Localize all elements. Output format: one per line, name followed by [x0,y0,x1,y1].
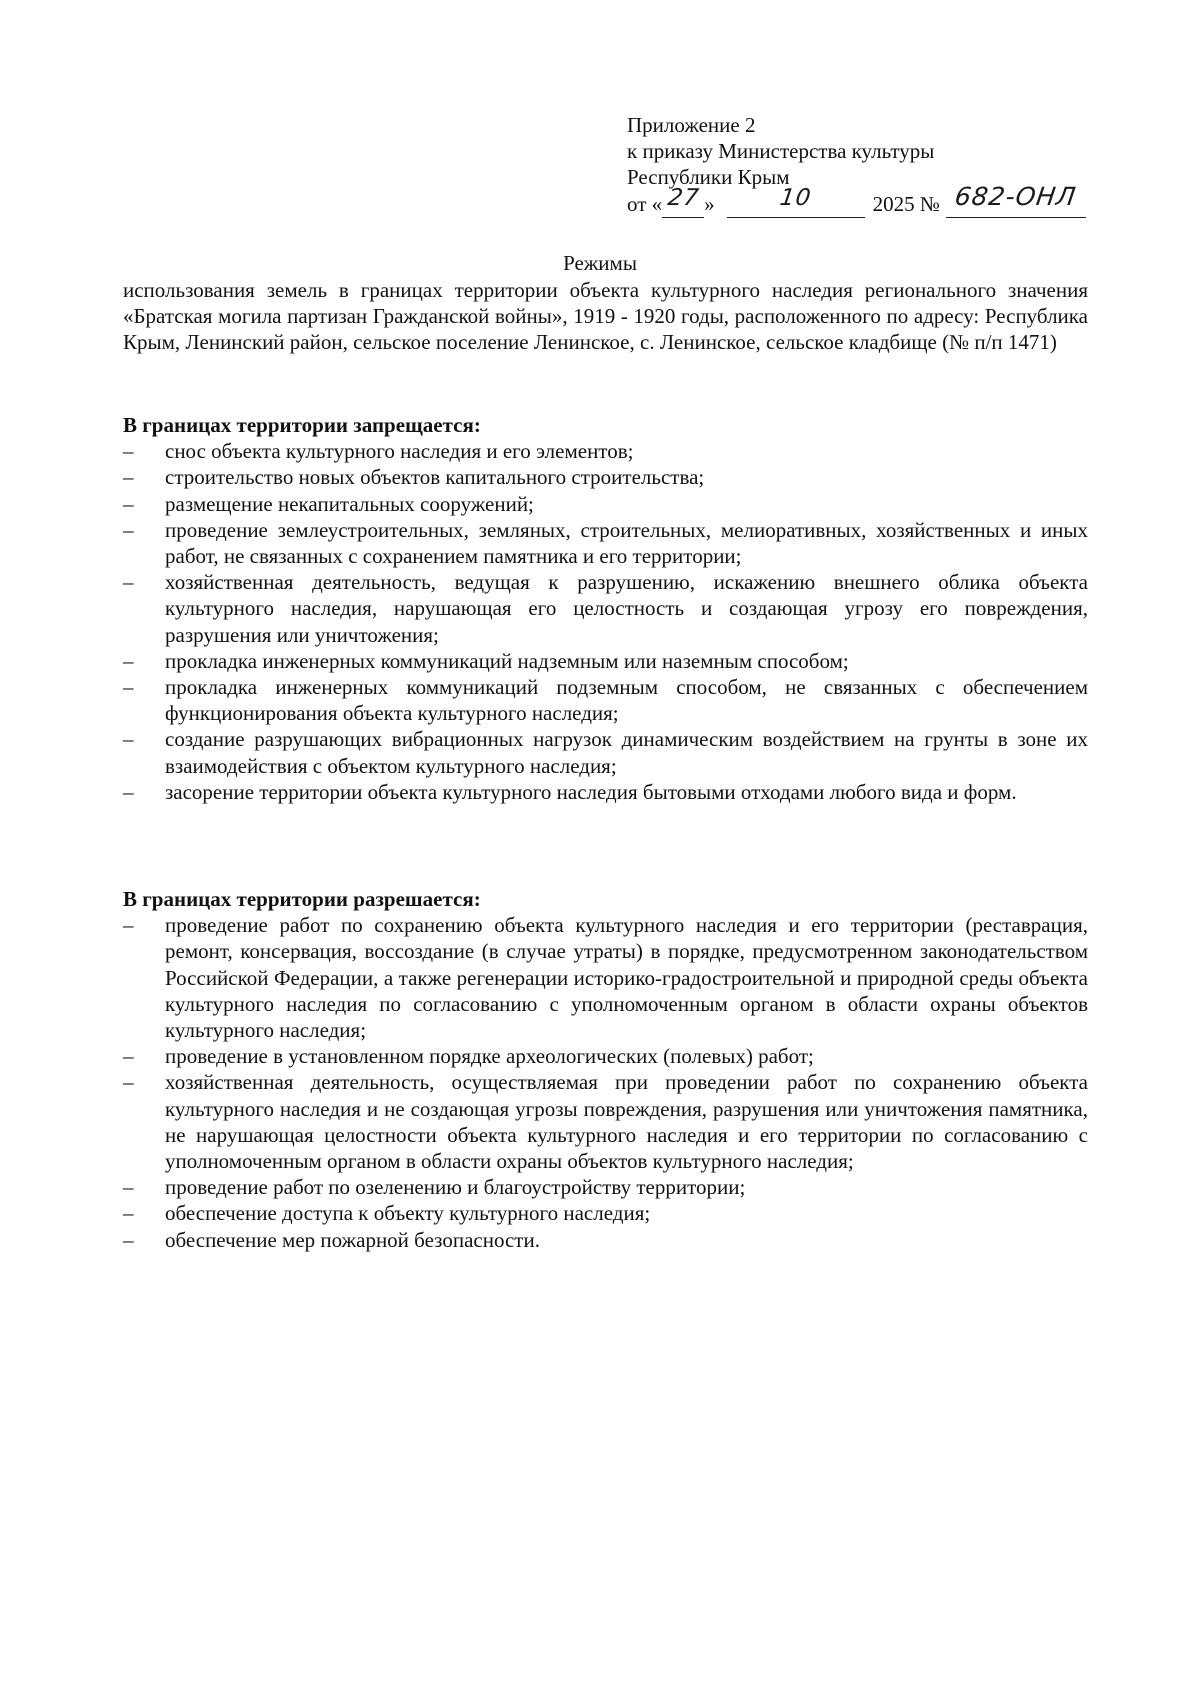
document-subtitle: использования земель в границах территории объекта культурного наследия регионального значения «Братская могила партизан Гражданской войны», 1919 - 1920 годы, расположенного по адресу: Республика Крым, Ленинский район, сельское поселение Ленинское, с. Ленинское, сельское кладбище (№ п/п 1471) [123,278,1088,354]
handwritten-day: 27 [662,191,704,218]
appendix-header [627,112,1147,218]
list-item: – засорение территории объекта культурного наследия бытовыми отходами любого вида и форм. [123,779,1017,804]
list-item: – снос объекта культурного наследия и его элементов; [123,439,634,464]
allowed-section [123,886,1088,1253]
dash-marker: – [123,1070,134,1095]
dash-marker: – [123,1201,134,1226]
forbidden-section [123,412,1088,805]
dash-marker: – [123,570,134,595]
forbidden-list [123,438,1088,805]
list-item: – хозяйственная деятельность, ведущая к разрушению, искажению внешнего облика объекта культурного наследия, нарушающая его целостность и создающая угрозу его повреждения, разрушения или уничтожения; [123,570,1088,647]
dash-marker: – [123,1044,134,1069]
dash-marker: – [123,1175,134,1200]
handwritten-order-number: 682-ОНЛ [946,190,1086,218]
dash-marker: – [123,439,134,464]
list-item: – создание разрушающих вибрационных нагрузок динамическим воздействием на грунты в зоне их взаимодействия с объектом культурного наследия; [123,727,1088,778]
dash-marker: – [123,465,134,490]
list-item: – проведение работ по сохранению объекта культурного наследия и его территории (реставрация, ремонт, консервация, воссоздание (в случае утраты) в порядке, предусмотренном законодательством Российской Федерации, а также регенерации историко-градостроительной и природной среды объекта культурного наследия по согласованию с уполномоченным органом в области охраны объектов культурного наследия; [123,913,1088,1043]
date-prefix: от « [627,192,663,216]
dash-marker: – [123,779,134,804]
list-item: – прокладка инженерных коммуникаций надземным или наземным способом; [123,648,849,673]
list-item: – проведение землеустроительных, земляных, строительных, мелиоративных, хозяйственных и иных работ, не связанных с сохранением памятника и его территории; [123,517,1088,569]
appendix-line: к приказу Министерства культуры [627,139,935,163]
dash-marker: – [123,491,134,516]
order-date-line [627,182,1147,218]
document-title: Режимы [563,251,637,275]
list-item: – прокладка инженерных коммуникаций подземным способом, не связанных с обеспечением функционирования объекта культурного наследия; [123,675,1088,726]
handwritten-month: 10 [727,191,865,218]
list-item: – хозяйственная деятельность, осуществляемая при проведении работ по сохранению объекта культурного наследия и не создающая угрозы повреждения, разрушения или уничтожения памятника, не нарушающая целостности объекта культурного наследия и его территории по согласованию с уполномоченным органом в области охраны объектов культурного наследия; [123,1070,1088,1174]
allowed-list [123,912,1088,1253]
appendix-line: Приложение 2 [627,113,756,137]
dash-marker: – [123,913,134,938]
date-quote: » [704,192,715,216]
dash-marker: – [123,648,134,673]
list-item: – проведение в установленном порядке археологических (полевых) работ; [123,1044,814,1069]
list-item: – строительство новых объектов капитального строительства; [123,465,705,490]
section-heading: В границах территории разрешается: [123,887,481,911]
appendix-line: Республики Крым [627,165,790,189]
list-item: – обеспечение доступа к объекту культурного наследия; [123,1201,651,1226]
dash-marker: – [123,727,134,752]
list-item: – обеспечение мер пожарной безопасности. [123,1227,540,1252]
dash-marker: – [123,517,134,542]
dash-marker: – [123,675,134,700]
dash-marker: – [123,1227,134,1252]
list-item: – размещение некапитальных сооружений; [123,491,534,516]
year-number-label: 2025 № [872,192,940,216]
list-item: – проведение работ по озеленению и благоустройству территории; [123,1175,746,1200]
section-heading: В границах территории запрещается: [123,413,481,437]
